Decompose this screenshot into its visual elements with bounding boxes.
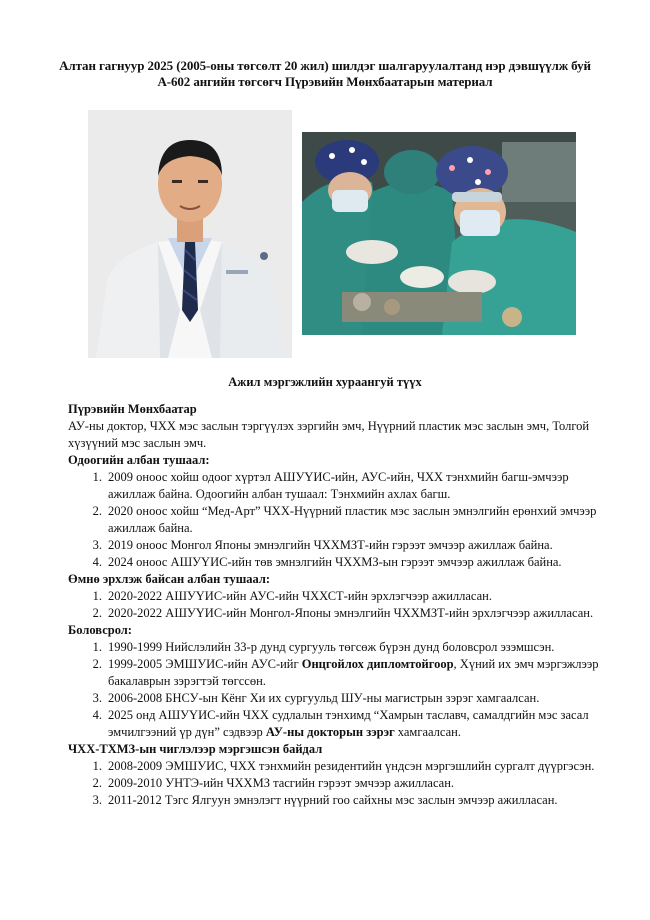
doctorate-degree: АУ-ны докторын зэрэг bbox=[265, 725, 395, 739]
list-item: 1. 2008-2009 ЭМШУИС, ЧХХ тэнхмийн резидентийн үндсэн мэргэшлийн сургалт дүүргэсэн. bbox=[92, 759, 595, 773]
person-description: АУ-ны доктор, ЧХХ мэс заслын тэргүүлэх зэргийн эмч, Нүүрний пластик мэс заслын эмч, Толгой хүзүүний мэс заслын эмч. bbox=[68, 419, 590, 450]
education-list bbox=[68, 639, 603, 741]
title-line-1: Алтан гагнуур 2025 (2005-оны төгсөлт 20 жил) шилдэг шалгаруулалтанд нэр дэвшүүлж буй bbox=[59, 58, 591, 73]
person-name: Пүрэвийн Мөнхбаатар bbox=[68, 402, 197, 416]
previous-positions-list bbox=[68, 588, 603, 622]
list-item: 1. 2020-2022 АШУҮИС-ийн АУС-ийн ЧХХСТ-ийн эрхлэгчээр ажилласан. bbox=[92, 589, 492, 603]
list-item: 3. 2006-2008 БНСУ-ын Кёнг Хи их сургуульд ШУ-ны магистрын зэрэг хамгаалсан. bbox=[92, 691, 540, 705]
specialization-heading: ЧХХ-ТХМЗ-ын чиглэлээр мэргэшсэн байдал bbox=[68, 742, 323, 756]
list-item: 2. 2009-2010 УНТЭ-ийн ЧХХМЗ тасгийн гэрээт эмчээр ажилласан. bbox=[92, 776, 455, 790]
list-item: 3. 2011-2012 Тэгс Ялгуун эмнэлэгт нүүрний гоо сайхны мэс заслын эмчээр ажилласан. bbox=[92, 793, 558, 807]
education-heading: Боловсрол: bbox=[68, 623, 132, 637]
section-title: Ажил мэргэжлийн хураангуй түүх bbox=[228, 375, 422, 389]
specialization-list bbox=[68, 758, 603, 809]
list-item: 1. 1990-1999 Нийслэлийн 33-р дунд сургууль төгсөж бүрэн дунд боловсрол эзэмшсэн. bbox=[92, 640, 555, 654]
list-item: 3. 2019 оноос Монгол Японы эмнэлгийн ЧХХМЗТ-ийн гэрээт эмчээр ажиллаж байна. bbox=[92, 538, 553, 552]
list-item: 4. 2025 онд АШУҮИС-ийн ЧХХ судлалын тэнхимд “Хамрын таславч, самалдгийн мэс засал эмчилгээний үр дүн” сэдвээр АУ-ны докторын зэрэг хамгаалсан. bbox=[92, 708, 589, 739]
career-summary bbox=[68, 401, 603, 809]
list-item: 2. 2020-2022 АШУҮИС-ийн Монгол-Японы эмнэлгийн ЧХХМЗТ-ийн эрхлэгчээр ажилласан. bbox=[92, 606, 594, 620]
list-item: 1. 2009 оноос хойш одоог хүртэл АШУҮИС-ийн, АУС-ийн, ЧХХ тэнхмийн багш-эмчээр ажиллаж байна. Одоогийн албан тушаал: Тэнхмийн ахлах багш. bbox=[92, 470, 569, 501]
honors-diploma: Онцгойлох дипломтойгоор bbox=[301, 657, 454, 671]
surgery-photo bbox=[302, 132, 576, 335]
list-item: 4. 2024 оноос АШУҮИС-ийн төв эмнэлгийн ЧХХМЗ-ын гэрээт эмчээр ажиллаж байна. bbox=[92, 555, 562, 569]
current-position-heading: Одоогийн албан тушаал: bbox=[68, 453, 210, 467]
document-title bbox=[40, 58, 610, 90]
title-line-2: А-602 ангийн төгсөгч Пүрэвийн Мөнхбаатарын материал bbox=[157, 74, 493, 89]
previous-positions-heading: Өмнө эрхлэж байсан албан тушаал: bbox=[68, 572, 271, 586]
portrait-photo bbox=[88, 110, 292, 358]
current-position-list bbox=[68, 469, 603, 571]
list-item: 2. 1999-2005 ЭМШУИС-ийн АУС-ийг Онцгойлох дипломтойгоор, Хүний их эмч мэргэжлээр бакалаврын зэрэгтэй төгссөн. bbox=[92, 657, 599, 688]
list-item: 2. 2020 оноос хойш “Мед-Арт” ЧХХ-Нүүрний пластик мэс заслын эмнэлгийн ерөнхий эмчээр ажиллаж байна. bbox=[92, 504, 597, 535]
